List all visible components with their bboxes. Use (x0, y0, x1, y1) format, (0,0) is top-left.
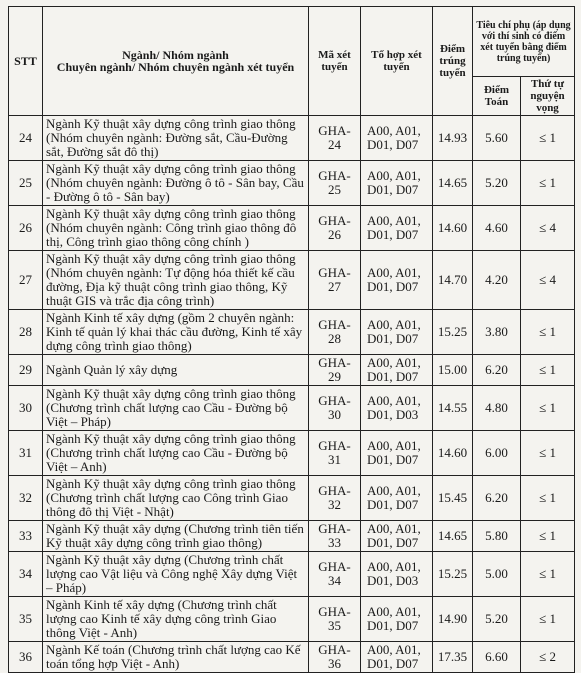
cell-program: Ngành Kỹ thuật xây dựng công trình giao thông (Chương trình chất lượng cao Cầu - Đường bộ Việt – Pháp) (43, 386, 309, 431)
cell-score: 14.55 (433, 386, 473, 431)
cell-score: 15.25 (433, 310, 473, 355)
cell-program: Ngành Kỹ thuật xây dựng (Chương trình chất lượng cao Vật liệu và Công nghệ Xây dựng Việt – Pháp) (43, 552, 309, 597)
cell-math: 4.60 (473, 206, 521, 251)
cell-combo: A00, A01, D01, D07 (361, 116, 433, 161)
cell-score: 15.45 (433, 476, 473, 521)
table-row (9, 552, 575, 597)
cell-priority: ≤ 1 (521, 476, 575, 521)
table-row (9, 597, 575, 642)
cell-score: 14.65 (433, 161, 473, 206)
cell-stt: 33 (9, 521, 43, 552)
cell-score: 17.35 (433, 642, 473, 673)
header-program-line2: Chuyên ngành/ Nhóm chuyên ngành xét tuyển (56, 60, 295, 74)
cell-code: GHA-30 (309, 386, 361, 431)
cell-stt: 35 (9, 597, 43, 642)
cell-code: GHA-28 (309, 310, 361, 355)
cell-stt: 30 (9, 386, 43, 431)
cell-code: GHA-36 (309, 642, 361, 673)
header-program (43, 7, 309, 116)
header-combo: Tổ hợp xét tuyển (361, 7, 433, 116)
header-sub-criteria: Tiêu chí phụ (áp dụng với thí sinh có điểm xét tuyển bằng điểm trúng tuyển) (473, 7, 575, 77)
cell-program: Ngành Kỹ thuật xây dựng công trình giao thông (Nhóm chuyên ngành: Đường sắt, Cầu-Đường sắt, Đường sắt đô thị) (43, 116, 309, 161)
cell-combo: A00, A01, D01, D03 (361, 552, 433, 597)
header-stt: STT (9, 7, 43, 116)
cell-program: Ngành Kỹ thuật xây dựng công trình giao thông (Nhóm chuyên ngành: Đường ô tô - Sân bay, Cầu - Đường ô tô - Sân bay) (43, 161, 309, 206)
cell-code: GHA-29 (309, 355, 361, 386)
cell-math: 5.00 (473, 552, 521, 597)
cell-math: 6.60 (473, 642, 521, 673)
header-math-score: Điểm Toán (473, 77, 521, 116)
table-header (9, 7, 575, 116)
header-code: Mã xét tuyển (309, 7, 361, 116)
cell-code: GHA-32 (309, 476, 361, 521)
cell-math: 5.80 (473, 521, 521, 552)
cell-stt: 32 (9, 476, 43, 521)
table-row (9, 116, 575, 161)
cell-program: Ngành Kỹ thuật xây dựng (Chương trình tiên tiến Kỹ thuật xây dựng công trình giao thông) (43, 521, 309, 552)
cell-combo: A00, A01, D01, D07 (361, 521, 433, 552)
cell-code: GHA-26 (309, 206, 361, 251)
table-row (9, 161, 575, 206)
cell-combo: A00, A01, D01, D07 (361, 642, 433, 673)
cell-code: GHA-24 (309, 116, 361, 161)
cell-score: 14.90 (433, 597, 473, 642)
cell-math: 5.60 (473, 116, 521, 161)
cell-priority: ≤ 1 (521, 116, 575, 161)
cell-code: GHA-33 (309, 521, 361, 552)
cell-priority: ≤ 4 (521, 206, 575, 251)
header-program-line1: Ngành/ Nhóm ngành (122, 48, 229, 62)
cell-code: GHA-35 (309, 597, 361, 642)
cell-stt: 28 (9, 310, 43, 355)
cell-code: GHA-34 (309, 552, 361, 597)
cell-program: Ngành Kế toán (Chương trình chất lượng cao Kế toán tổng hợp Việt - Anh) (43, 642, 309, 673)
cell-stt: 24 (9, 116, 43, 161)
cell-combo: A00, A01, D01, D07 (361, 476, 433, 521)
cell-math: 3.80 (473, 310, 521, 355)
cell-priority: ≤ 1 (521, 355, 575, 386)
cell-combo: A00, A01, D01, D07 (361, 431, 433, 476)
cell-stt: 27 (9, 251, 43, 310)
cell-combo: A00, A01, D01, D07 (361, 161, 433, 206)
admission-table-page (8, 6, 574, 673)
cell-priority: ≤ 1 (521, 597, 575, 642)
cell-priority: ≤ 1 (521, 521, 575, 552)
cell-score: 14.93 (433, 116, 473, 161)
cell-score: 14.60 (433, 206, 473, 251)
cell-priority: ≤ 1 (521, 161, 575, 206)
cell-program: Ngành Kỹ thuật xây dựng công trình giao thông (Chương trình chất lượng cao Công trình Giao thông đô thị Việt - Nhật) (43, 476, 309, 521)
cell-math: 6.00 (473, 431, 521, 476)
cell-combo: A00, A01, D01, D07 (361, 597, 433, 642)
cell-program: Ngành Kinh tế xây dựng (Chương trình chất lượng cao Kinh tế xây dựng công trình Giao thông Việt - Anh) (43, 597, 309, 642)
cell-priority: ≤ 1 (521, 386, 575, 431)
cell-stt: 34 (9, 552, 43, 597)
cell-code: GHA-31 (309, 431, 361, 476)
cell-program: Ngành Kỹ thuật xây dựng công trình giao thông (Chương trình chất lượng cao Cầu - Đường bộ Việt – Anh) (43, 431, 309, 476)
cell-program: Ngành Kinh tế xây dựng (gồm 2 chuyên ngành: Kinh tế quản lý khai thác cầu đường, Kinh tế xây dựng công trình giao thông) (43, 310, 309, 355)
cell-score: 15.25 (433, 552, 473, 597)
cell-program: Ngành Kỹ thuật xây dựng công trình giao thông (Nhóm chuyên ngành: Công trình giao thông đô thị, Công trình giao thông công chính ) (43, 206, 309, 251)
table-row (9, 206, 575, 251)
cell-math: 6.20 (473, 355, 521, 386)
cell-combo: A00, A01, D01, D07 (361, 310, 433, 355)
cell-program: Ngành Quản lý xây dựng (43, 355, 309, 386)
cell-stt: 25 (9, 161, 43, 206)
table-row (9, 251, 575, 310)
cell-combo: A00, A01, D01, D07 (361, 206, 433, 251)
cell-priority: ≤ 2 (521, 642, 575, 673)
cell-score: 14.60 (433, 431, 473, 476)
table-row (9, 355, 575, 386)
cell-stt: 31 (9, 431, 43, 476)
table-row (9, 386, 575, 431)
cell-priority: ≤ 4 (521, 251, 575, 310)
cell-math: 6.20 (473, 476, 521, 521)
cell-math: 4.80 (473, 386, 521, 431)
cell-stt: 26 (9, 206, 43, 251)
cell-code: GHA-27 (309, 251, 361, 310)
cell-combo: A00, A01, D01, D07 (361, 355, 433, 386)
table-body (9, 116, 575, 673)
cell-priority: ≤ 1 (521, 431, 575, 476)
cell-combo: A00, A01, D01, D07 (361, 251, 433, 310)
cell-stt: 29 (9, 355, 43, 386)
cell-code: GHA-25 (309, 161, 361, 206)
cell-score: 14.70 (433, 251, 473, 310)
table-row (9, 431, 575, 476)
table-row (9, 476, 575, 521)
cell-priority: ≤ 1 (521, 310, 575, 355)
cell-program: Ngành Kỹ thuật xây dựng công trình giao thông (Nhóm chuyên ngành: Tự động hóa thiết kế cầu đường, Địa kỹ thuật công trình giao thông, Kỹ thuật GIS và trắc địa công trình) (43, 251, 309, 310)
cell-score: 15.00 (433, 355, 473, 386)
table-row (9, 310, 575, 355)
cell-combo: A00, A01, D01, D03 (361, 386, 433, 431)
cell-math: 5.20 (473, 597, 521, 642)
table-row (9, 521, 575, 552)
cell-stt: 36 (9, 642, 43, 673)
cell-priority: ≤ 1 (521, 552, 575, 597)
cell-score: 14.65 (433, 521, 473, 552)
cell-math: 5.20 (473, 161, 521, 206)
header-score: Điểm trúng tuyển (433, 7, 473, 116)
admission-scores-table (8, 6, 575, 673)
header-priority: Thứ tự nguyện vọng (521, 77, 575, 116)
cell-math: 4.20 (473, 251, 521, 310)
